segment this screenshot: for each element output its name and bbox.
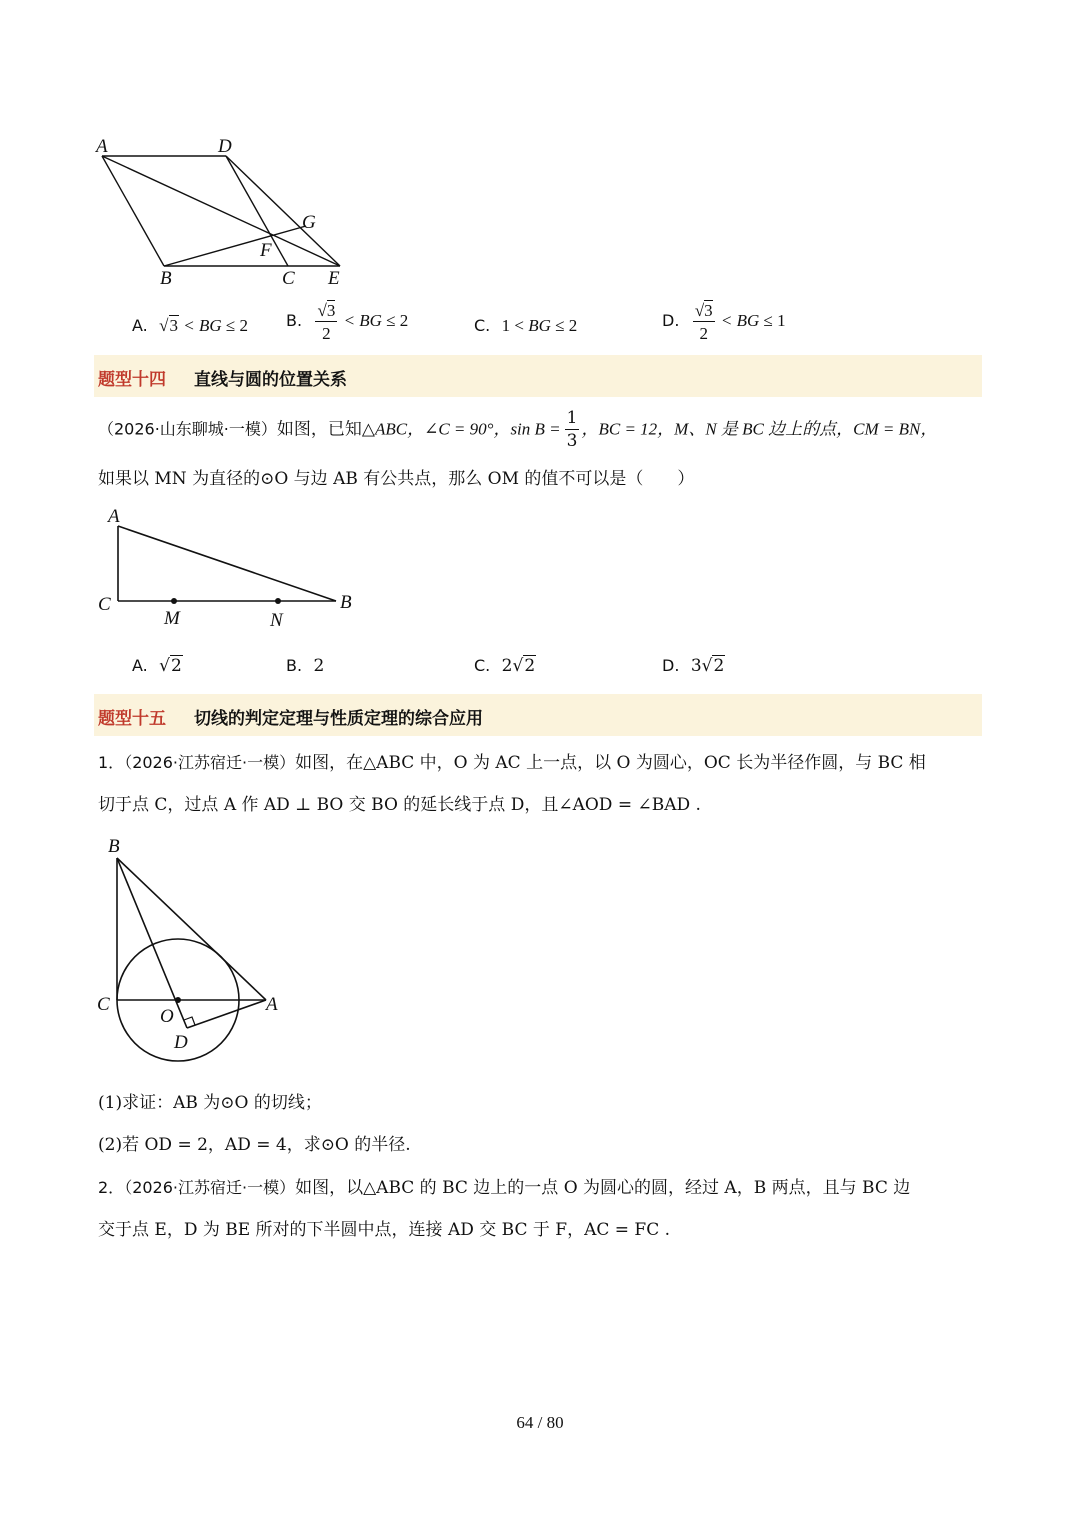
- q15-1-line-1: 1．（2026·江苏宿迁·一模）如图，在△ABC 中，O 为 AC 上一点，以 O 为圆心，OC 长为半径作圆，与 BC 相: [98, 753, 926, 773]
- page-number: 64 / 80: [516, 1413, 564, 1432]
- point-o: [175, 997, 181, 1003]
- q13-option-d: D. $\frac{√3}{2}$ < BG ≤ 1: [662, 301, 786, 343]
- label-o: O: [160, 1006, 174, 1027]
- point-n: [275, 598, 281, 604]
- question-source: （2026·江苏宿迁·一模）: [124, 1178, 296, 1197]
- q13-option-c: C. 1 < BG ≤ 2: [474, 316, 578, 335]
- q15-1-part-1: (1)求证：AB 为⊙O 的切线；: [98, 1093, 322, 1113]
- label-a: A: [108, 506, 120, 527]
- label-g: G: [302, 212, 316, 233]
- q15-1-part-2: (2)若 OD = 2，AD = 4，求⊙O 的半径.: [98, 1135, 411, 1155]
- q15-1-line-2: 切于点 C，过点 A 作 AD ⊥ BO 交 BO 的延长线于点 D，且∠AOD = ∠BAD .: [98, 795, 701, 815]
- figure-parallelogram: [90, 130, 350, 295]
- q15-2-line-2: 交于点 E，D 为 BE 所对的下半圆中点，连接 AD 交 BC 于 F，AC = FC .: [98, 1220, 671, 1240]
- label-f: F: [260, 240, 272, 261]
- point-m: [171, 598, 177, 604]
- segment-dc: [226, 156, 288, 266]
- label-c: C: [282, 268, 295, 289]
- label-n: N: [270, 610, 283, 630]
- label-d: D: [174, 1032, 188, 1053]
- segment-de: [226, 156, 340, 266]
- section-title: 切线的判定定理与性质定理的综合应用: [194, 709, 483, 729]
- label-m: M: [164, 608, 180, 629]
- q15-2-line-1: 2．（2026·江苏宿迁·一模）如图，以△ABC 的 BC 边上的一点 O 为圆心的圆，经过 A，B 两点，且与 BC 边: [98, 1178, 911, 1198]
- q14-option-d: D. 3√2: [662, 656, 725, 676]
- segment-ba: [117, 858, 266, 1000]
- label-a: A: [266, 994, 278, 1015]
- figure-circle-tangent: [92, 830, 292, 1070]
- label-c: C: [98, 594, 111, 615]
- q14-option-a: A. √2: [132, 656, 182, 676]
- section-header-15: [94, 694, 982, 736]
- q13-option-b: B. $\frac{√3}{2}$ < BG ≤ 2: [286, 301, 409, 343]
- section-header-14: [94, 355, 982, 397]
- q13-option-a: A. √3 < BG ≤ 2: [132, 316, 248, 335]
- label-a: A: [96, 136, 108, 157]
- label-c: C: [97, 994, 110, 1015]
- section-label: 题型十四: [98, 370, 166, 390]
- q14-line-2: 如果以 MN 为直径的⊙O 与边 AB 有公共点，那么 OM 的值不可以是（ ）: [98, 469, 695, 489]
- label-d: D: [218, 136, 232, 157]
- label-b: B: [340, 592, 352, 613]
- q14-option-b: B. 2: [286, 656, 325, 676]
- label-b: B: [160, 268, 172, 289]
- label-b: B: [108, 836, 120, 857]
- section-title: 直线与圆的位置关系: [194, 370, 347, 390]
- question-source: （2026·山东聊城·一模）: [98, 419, 277, 439]
- label-e: E: [328, 268, 340, 289]
- segment-ad: [187, 1000, 266, 1028]
- figure-right-triangle: [92, 500, 362, 630]
- q14-line-1: （2026·山东聊城·一模）如图，已知△ABC，∠C = 90°，sin B = $\frac{1}{3}$ ，BC = 12，M、N 是 BC 边上的点，CM = BN，: [98, 408, 938, 451]
- section-label: 题型十五: [98, 709, 166, 729]
- segment-ab: [118, 526, 336, 601]
- segment-ab: [102, 156, 164, 266]
- question-source: （2026·江苏宿迁·一模）: [124, 753, 296, 772]
- q14-option-c: C. 2√2: [474, 656, 536, 676]
